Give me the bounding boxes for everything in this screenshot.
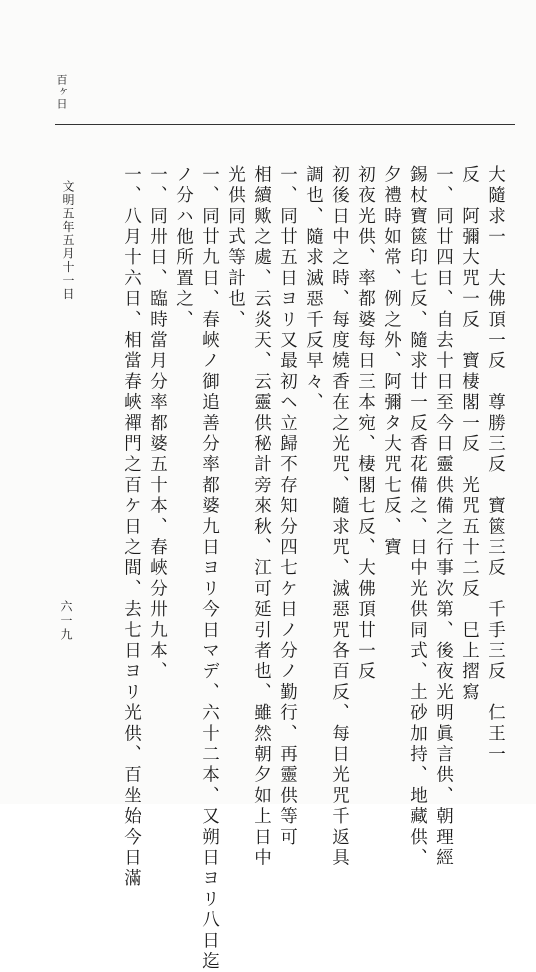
running-head: 百ヶ日	[55, 74, 68, 110]
text-column: 初夜光供、率都婆每日三本宛、棲閣七反、大佛頂廿一反	[355, 165, 376, 683]
page-number: 六一九	[59, 600, 73, 642]
text-column: 一、同卅日、臨時當月分率都婆五十本、春峽分卅九本、	[147, 165, 168, 683]
text-column: 夕禮時如常、例之外、阿彌タ大咒七反、寶	[381, 165, 402, 559]
text-column: 大隨求一 大佛頂一反 尊勝三反 寶篋三反 千手三反 仁王一	[485, 165, 506, 766]
text-column: 反 阿彌大咒一反 寶棲閣一反 光咒五十二反 巳上摺寫	[459, 165, 480, 704]
dateline: 文明五年五月十一日	[61, 180, 75, 301]
text-column: 調也、隨求滅惡千反早々、	[303, 165, 324, 414]
text-column: 初後日中之時、每度燒香在之光咒、隨求咒、滅惡咒各百反、每日光咒千返具	[329, 165, 350, 869]
text-column: 一、八月十六日、相當春峽禪門之百ケ日之間、去七日ヨリ光供、百坐始今日滿	[121, 165, 142, 890]
header-rule	[55, 124, 515, 125]
text-column: 一、同廿九日、春峽ノ御追善分率都婆九日ヨリ今日マデ、六十二本、又朔日ヨリ八日迄	[199, 165, 220, 972]
text-column: 光供同式等計也、	[225, 165, 246, 331]
text-column: ノ分ハ他所置之、	[173, 165, 194, 331]
text-column: 一、同廿四日、自去十日至今日靈供備之行事次第、後夜光明眞言供、朝理經	[433, 165, 454, 869]
text-column: 錫杖寶篋印七反、隨求廿一反香花備之、日中光供同式、土砂加持、地藏供、	[407, 165, 428, 869]
text-column: 一、同廿五日ヨリ又最初ヘ立歸不存知分四七ケ日ノ分ノ勤行、再靈供等可	[277, 165, 298, 849]
text-column: 相續歟之處、云炎天、云靈供秘計旁來秋、江可延引者也、雖然朝夕如上日中	[251, 165, 272, 869]
